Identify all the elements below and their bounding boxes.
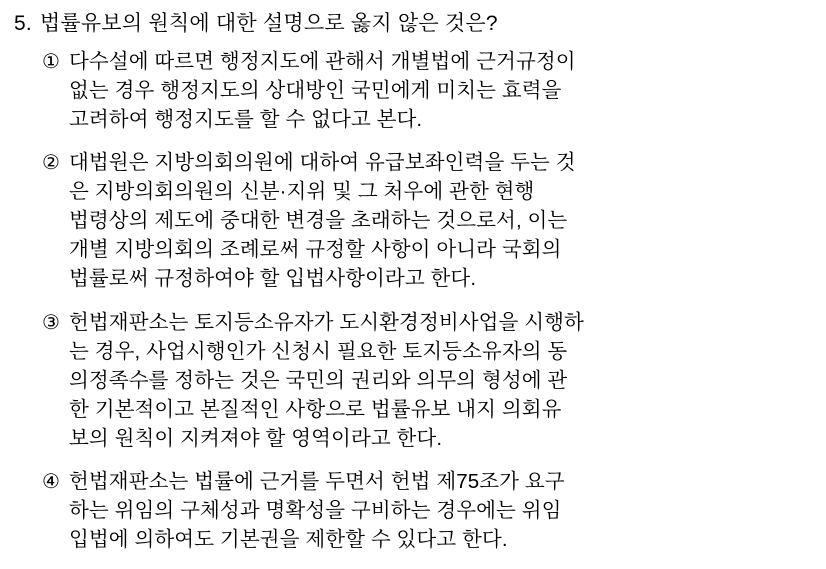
choice-option-3[interactable] xyxy=(42,308,812,454)
choice-text-1 xyxy=(69,47,812,134)
choice-marker-3: ③ xyxy=(42,311,60,334)
question-number: 5. xyxy=(14,12,32,35)
choice-option-4[interactable] xyxy=(42,467,812,554)
choice-line: 은 지방의회의원의 신분·지위 및 그 처우에 관한 현행 xyxy=(69,180,535,204)
choice-line: 의정족수를 정하는 것은 국민의 권리와 의무의 형성에 관 xyxy=(69,368,568,392)
choice-line: 하는 위임의 구체성과 명확성을 구비하는 경우에는 위임 xyxy=(69,499,562,523)
choice-marker-1: ① xyxy=(42,50,60,73)
choice-line: 헌법재판소는 토지등소유자가 도시환경정비사업을 시행하 xyxy=(69,310,584,334)
choice-line: 보의 원칙이 지켜져야 할 영역이라고 한다. xyxy=(69,427,443,451)
choice-option-2[interactable] xyxy=(42,148,812,294)
choice-line: 법령상의 제도에 중대한 변경을 초래하는 것으로서, 이는 xyxy=(69,209,568,233)
choice-marker-4: ④ xyxy=(42,471,60,494)
choice-marker-2: ② xyxy=(42,152,60,175)
choice-text-3 xyxy=(69,308,812,454)
choice-line: 다수설에 따르면 행정지도에 관해서 개별법에 근거규정이 xyxy=(69,49,576,73)
choice-line: 헌법재판소는 법률에 근거를 두면서 헌법 제75조가 요구 xyxy=(69,470,565,494)
choice-line: 한 기본적이고 본질적인 사항으로 법률유보 내지 의회유 xyxy=(69,397,562,421)
choice-line: 개별 지방의회의 조례로써 규정할 사항이 아니라 국회의 xyxy=(69,238,562,262)
choice-text-4 xyxy=(69,467,812,554)
question-text: 법률유보의 원칙에 대한 설명으로 옳지 않은 것은? xyxy=(39,12,498,35)
choice-line: 대법원은 지방의회의원에 대하여 유급보좌인력을 두는 것 xyxy=(69,151,576,175)
choice-option-1[interactable] xyxy=(42,47,812,134)
question-stem xyxy=(14,10,812,38)
choice-line: 고려하여 행정지도를 할 수 없다고 본다. xyxy=(69,107,423,131)
choice-line: 없는 경우 행정지도의 상대방인 국민에게 미치는 효력을 xyxy=(69,78,562,102)
choice-line: 입법에 의하여도 기본권을 제한할 수 있다고 한다. xyxy=(69,528,508,552)
choice-line: 법률로써 규정하여야 할 입법사항이라고 한다. xyxy=(69,267,477,291)
choice-line: 는 경우, 사업시행인가 신청시 필요한 토지등소유자의 동 xyxy=(69,339,568,363)
choice-list xyxy=(14,47,812,555)
choice-text-2 xyxy=(69,148,812,294)
